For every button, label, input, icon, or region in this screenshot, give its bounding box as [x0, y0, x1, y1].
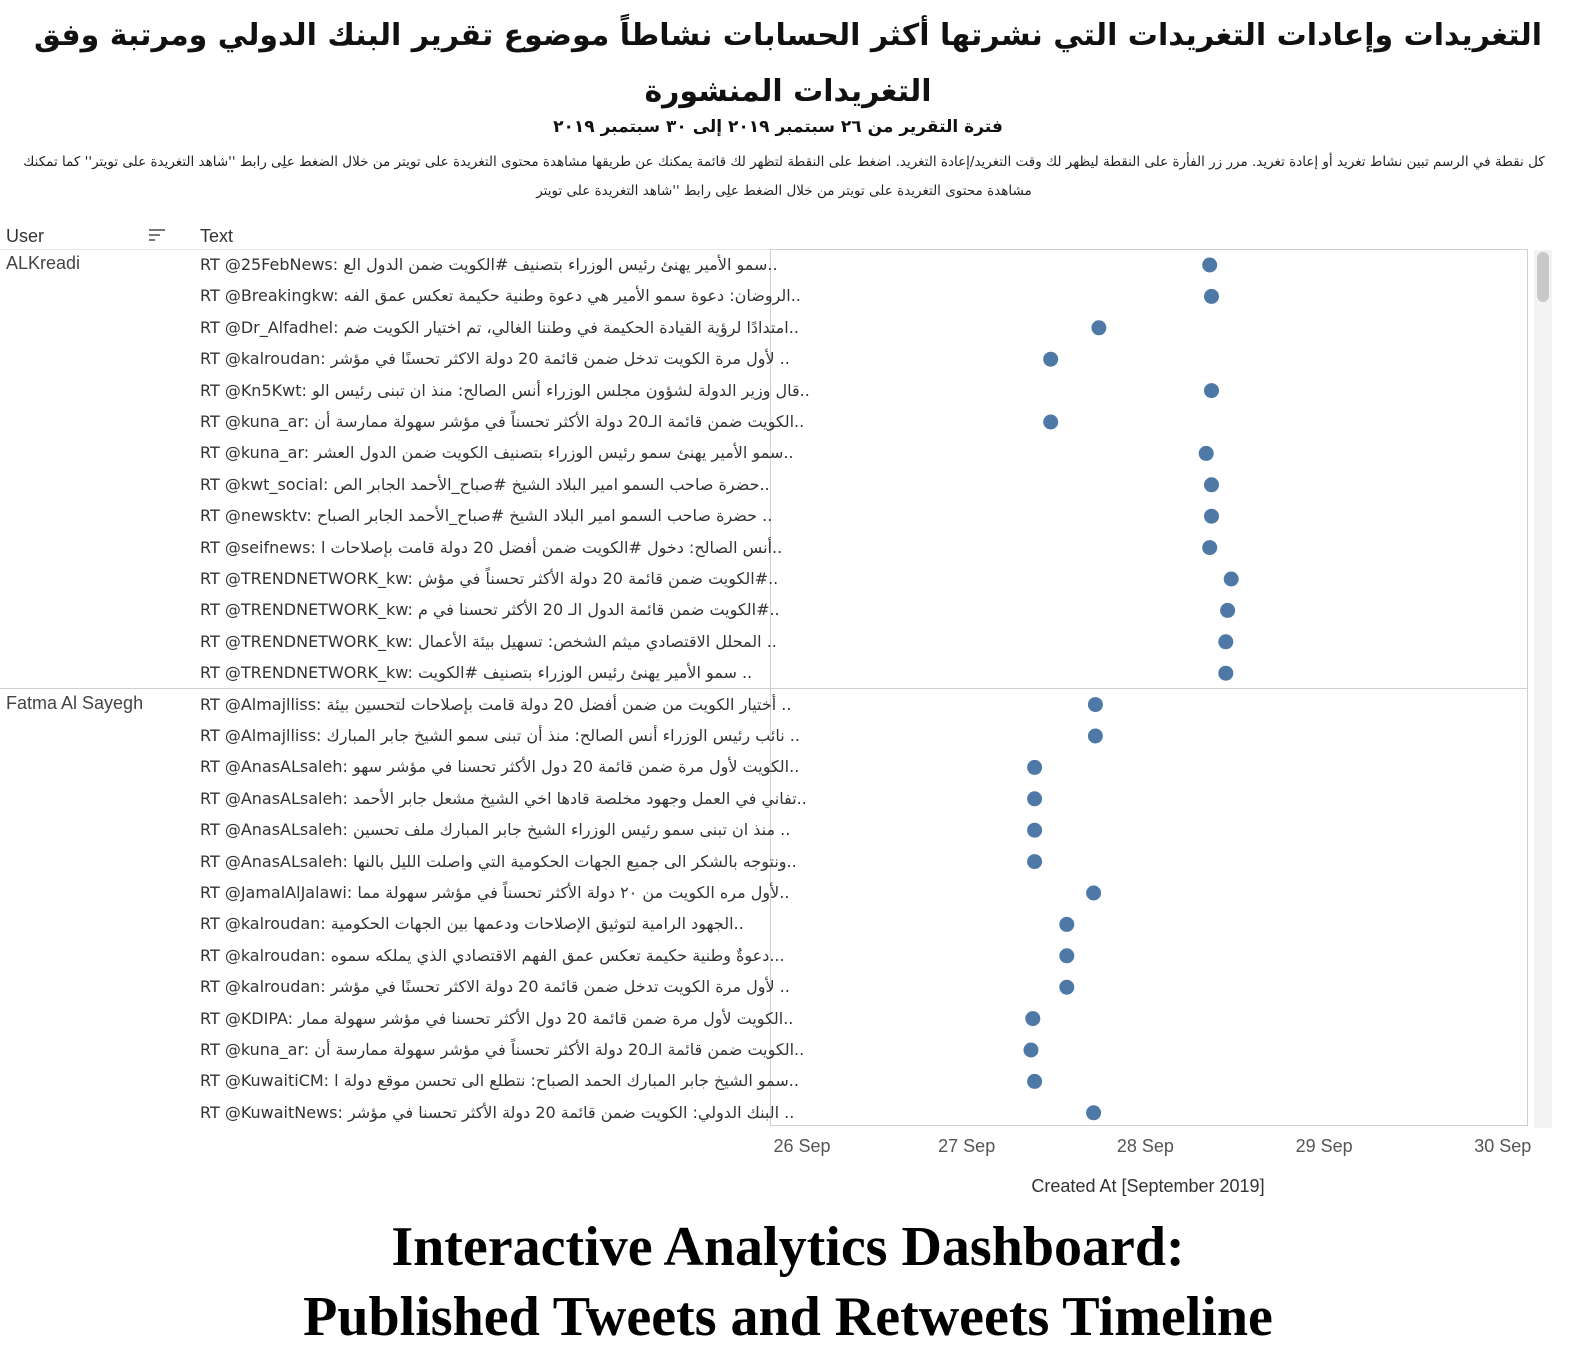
tweet-text: RT @kuna_ar: الكويت ضمن قائمة الـ20 دولة الأكثر تحسناً في مؤشر سهولة ممارسة أن.. — [200, 1040, 805, 1059]
tweet-point[interactable] — [1204, 383, 1219, 398]
tweet-point[interactable] — [1059, 948, 1074, 963]
tweet-text: RT @kwt_social: حضرة صاحب السمو امير البلاد الشيخ #صباح_الأحمد الجابر الص.. — [200, 474, 770, 494]
tweet-text: RT @Almajlliss: أختيار الكويت من ضمن أفضل 20 دولة قامت بإصلاحات لتحسين بيئة .. — [200, 694, 792, 714]
instructions-text: كل نقطة في الرسم تبين نشاط تغريد أو إعادة تغريد. مرر زر الفأرة على النقطة ليظهر لك وقت التغريد/إعادة التغريد. اضغط على النقطة لتظهر لك قائمة يمكنك عن طريقها مشاهدة محتوى التغريدة على تويتر من خلال الضغط علِى رابط ''شاهد التغريدة على تويتر'' كما تمكنك مشاهدة محتوى التغريدة على تويتر من خلال الضغط علِى رابط ''شاهد التغريدة على تويتر — [23, 154, 1545, 199]
scrollbar-thumb[interactable] — [1537, 252, 1549, 302]
tweet-text: RT @TRENDNETWORK_kw: الكويت ضمن قائمة 20 دولة الأكثر تحسناً في مؤش#.. — [200, 569, 779, 588]
user-label: Fatma Al Sayegh — [6, 692, 144, 713]
tweet-text: RT @Kn5Kwt: قال وزير الدولة لشؤون مجلس الوزراء أنس الصالح: منذ ان تبنى رئيس الو.. — [200, 380, 810, 400]
tweet-text: RT @Dr_Alfadhel: امتدادًا لرؤية القيادة الحكيمة في وطننا الغالي، تم اختيار الكويت ضم.. — [200, 317, 799, 337]
tweet-point[interactable] — [1059, 980, 1074, 995]
tweet-point[interactable] — [1043, 415, 1058, 430]
x-tick-label: 30 Sep — [1474, 1136, 1532, 1156]
tweet-text: RT @AnasALsaleh: الكويت لأول مرة ضمن قائمة 20 دول الأكثر تحسنا في مؤشر سهو.. — [200, 757, 800, 777]
tweet-text: RT @kuna_ar: سمو الأمير يهنئ سمو رئيس الوزراء بتصنيف الكويت ضمن الدول العشر.. — [200, 443, 794, 463]
timeline-scatter — [770, 249, 1528, 1126]
tweet-point[interactable] — [1059, 917, 1074, 932]
tweet-text: RT @kalroudan: الجهود الرامية لتوثيق الإصلاحات ودعمها بين الجهات الحكومية.. — [200, 914, 744, 934]
tweet-text: RT @kuna_ar: الكويت ضمن قائمة الـ20 دولة الأكثر تحسناً في مؤشر سهولة ممارسة أن.. — [200, 412, 805, 431]
x-axis-label: Created At [September 2019] — [1031, 1176, 1265, 1196]
tweet-point[interactable] — [1043, 352, 1058, 367]
x-tick-label: 29 Sep — [1295, 1136, 1353, 1156]
caption-line-2: Published Tweets and Retweets Timeline — [303, 1286, 1273, 1348]
tweet-text: RT @TRENDNETWORK_kw: الكويت ضمن قائمة الدول الـ 20 الأكثر تحسنا في م#.. — [200, 600, 780, 620]
report-period: فترة التقرير من ٢٦ سبتمبر ٢٠١٩ إلى ٣٠ سبتمبر ٢٠١٩ — [553, 117, 1003, 137]
tweet-point[interactable] — [1027, 760, 1042, 775]
x-tick-label: 28 Sep — [1116, 1136, 1174, 1156]
tweet-point[interactable] — [1088, 729, 1103, 744]
tweet-point[interactable] — [1224, 572, 1239, 587]
tweet-point[interactable] — [1204, 289, 1219, 304]
tweet-point[interactable] — [1218, 666, 1233, 681]
sort-descending-icon[interactable] — [148, 227, 166, 243]
figure-caption — [0, 1212, 1576, 1352]
column-header-user[interactable]: User — [6, 226, 45, 246]
tweet-text: RT @KuwaitiCM: سمو الشيخ جابر المبارك الحمد الصباح: نتطلع الى تحسن موقع دولة ا.. — [200, 1071, 799, 1091]
x-axis — [770, 1136, 1570, 1166]
vertical-scrollbar[interactable] — [1534, 250, 1552, 1128]
tweet-point[interactable] — [1025, 1011, 1040, 1026]
tweet-text: RT @AnasALsaleh: منذ ان تبنى سمو رئيس الوزراء الشيخ جابر المبارك ملف تحسين .. — [200, 820, 791, 840]
x-tick-label: 27 Sep — [938, 1136, 996, 1156]
tweet-text: RT @kalroudan: لأول مرة الكويت تدخل ضمن قائمة 20 دولة الاكثر تحسنًا في مؤشر .. — [200, 349, 790, 369]
tweet-point[interactable] — [1220, 603, 1235, 618]
tweet-point[interactable] — [1027, 854, 1042, 869]
caption-line-1: Interactive Analytics Dashboard: — [391, 1216, 1185, 1278]
tweet-text: RT @25FebNews: سمو الأمير يهنئ رئيس الوزراء بتصنيف #الكويت ضمن الدول الع.. — [200, 255, 778, 274]
tweet-text: RT @KDIPA: الكويت لأول مرة ضمن قائمة 20 دول الأكثر تحسنا في مؤشر سهولة ممار.. — [200, 1008, 794, 1028]
column-header-text[interactable]: Text — [200, 226, 234, 246]
tweet-point[interactable] — [1088, 697, 1103, 712]
tweet-point[interactable] — [1218, 634, 1233, 649]
tweet-text: RT @TRENDNETWORK_kw: سمو الأمير يهنئ رئيس الوزراء بتصنيف #الكويت .. — [200, 663, 753, 683]
tweet-text: RT @kalroudan: لأول مرة الكويت تدخل ضمن قائمة 20 دولة الاكثر تحسنًا في مؤشر .. — [200, 977, 790, 997]
user-label: ALKreadi — [6, 253, 81, 273]
x-tick-label: 26 Sep — [773, 1136, 831, 1156]
tweet-text: RT @seifnews: أنس الصالح: دخول #الكويت ضمن أفضل 20 دولة قامت بإصلاحات ا.. — [200, 537, 783, 557]
header-divider — [0, 249, 770, 250]
tweet-point[interactable] — [1204, 477, 1219, 492]
tweet-text: RT @AnasALsaleh: ونتوجه بالشكر الى جميع الجهات الحكومية التي واصلت الليل بالنها.. — [200, 851, 797, 871]
tweet-text: RT @TRENDNETWORK_kw: المحلل الاقتصادي ميثم الشخص: تسهيل بيئة الأعمال .. — [200, 631, 777, 651]
tweet-point[interactable] — [1204, 509, 1219, 524]
tweet-point[interactable] — [1199, 446, 1214, 461]
tweet-point[interactable] — [1024, 1043, 1039, 1058]
tweet-text: RT @AnasALsaleh: تفاني في العمل وجهود مخلصة قادها اخي الشيخ مشعل جابر الأحمد.. — [200, 788, 807, 808]
tweet-point[interactable] — [1086, 1105, 1101, 1120]
tweet-point[interactable] — [1086, 886, 1101, 901]
tweet-point[interactable] — [1091, 320, 1106, 335]
tweet-point[interactable] — [1202, 540, 1217, 555]
tweet-text: RT @JamalAlJalawi: لأول مره الكويت من ٢٠ دولة الأكثر تحسناً في مؤشر سهولة مما.. — [200, 883, 790, 902]
tweet-text: RT @newsktv: حضرة صاحب السمو امير البلاد الشيخ #صباح_الأحمد الجابر الصباح .. — [200, 506, 773, 526]
tweet-point[interactable] — [1202, 258, 1217, 273]
tweet-text: RT @KuwaitNews: البنك الدولي: الكويت ضمن قائمة 20 دولة الأكثر تحسنا في مؤشر .. — [200, 1102, 795, 1122]
tweet-text: RT @Almajlliss: نائب رئيس الوزراء أنس الصالح: منذ أن تبنى سمو الشيخ جابر المبارك .. — [200, 726, 800, 745]
chart-title: التغريدات وإعادات التغريدات التي نشرتها أكثر الحسابات نشاطاً موضوع تقرير البنك الدولي ومرتبة وفق التغريدات المنشورة — [33, 18, 1543, 109]
tweet-point[interactable] — [1027, 791, 1042, 806]
tweet-text: RT @kalroudan: دعوةٌ وطنية حكيمة تعكس عمق الفهم الاقتصادي الذي يملكه سموه... — [200, 945, 785, 965]
tweet-text: RT @Breakingkw: الروضان: دعوة سمو الأمير هي دعوة وطنية حكيمة تعكس عمق الفه.. — [200, 286, 801, 306]
tweet-point[interactable] — [1027, 1074, 1042, 1089]
tweet-point[interactable] — [1027, 823, 1042, 838]
